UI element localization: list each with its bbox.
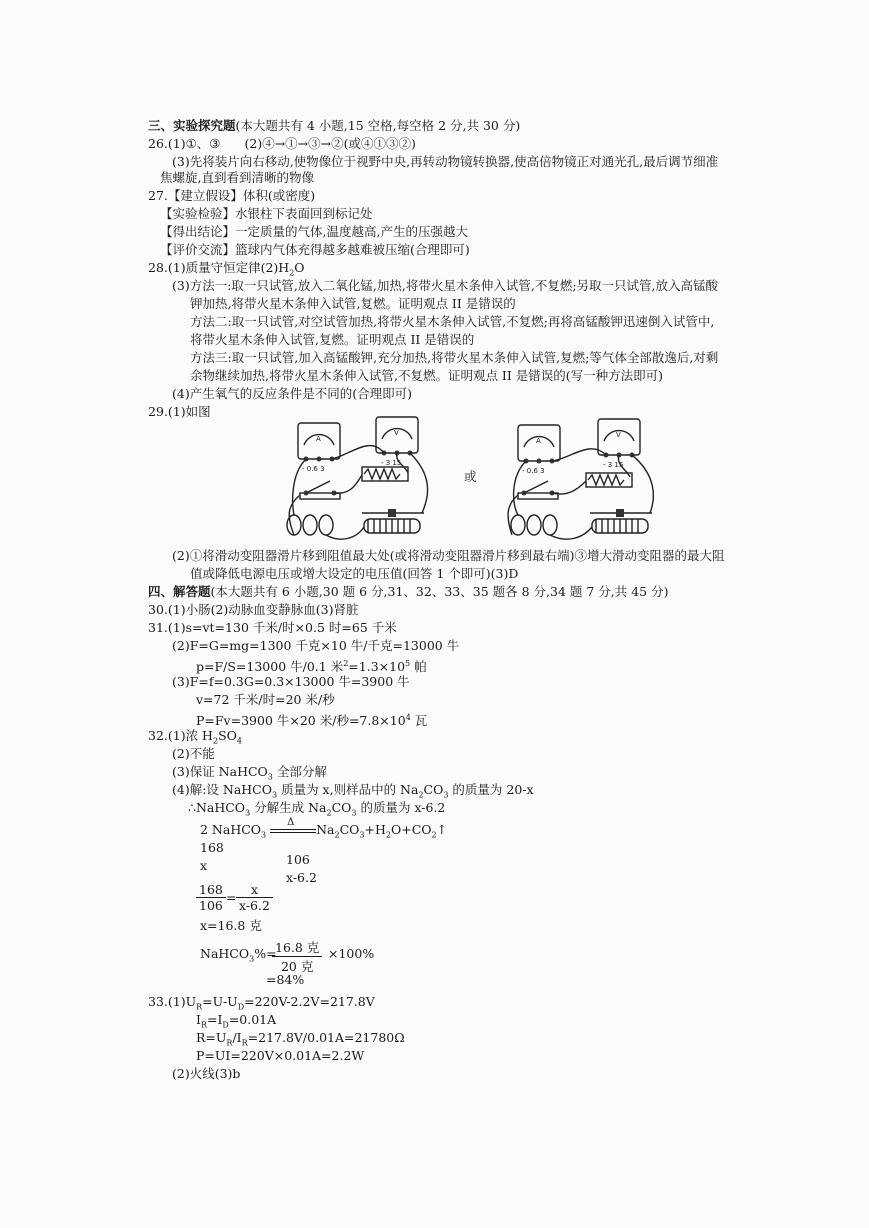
q32-line4: (4)解:设 NaHCO$_3$ 质量为 x,则样品中的 $Na_2CO_3$ 的质量为 20-x [172,782,534,800]
q33-line3: $R=U_R/I_R=217.8V/0.01A=21780\Omega$ [196,1030,405,1048]
q32-line2: (2)不能 [172,746,215,761]
q29-line3: 值或降低电源电压或增大设定的电压值(回答 1 个即可)(3)D [190,566,519,581]
q29-line2: (2)①将滑动变阻器滑片移到阻值最大处(或将滑动变阻器滑片移到最右端)③增大滑动变阻器的最大阻 [172,548,725,563]
switch-right [518,481,558,499]
switch-left [300,481,340,499]
q26-line1: 26.(1)①、③ (2)④→①→③→②(或④①③②) [148,136,416,151]
unknown-x: x [200,858,208,873]
unknown-x-minus: x-6.2 [286,870,317,885]
q28-line1: 28.(1)质量守恒定律$(2)H_2O$ [148,260,305,278]
circuit-left [287,417,428,539]
q27-line3: 【得出结论】一定质量的气体,温度越高,产生的压强越大 [160,224,468,239]
ammeter-right [518,425,560,475]
ratio-fraction-left: $\frac{168}{106}$ [196,882,226,913]
percent-label: NaHCO$_3$%= [200,946,277,964]
q27-line4: 【评价交流】篮球内气体充得越多越难被压缩(合理即可) [160,242,470,257]
equals-sign: = [226,890,237,905]
q26-line2: (3)先将装片向右移动,使物像位于视野中央,再转动物镜转换器,使高倍物镜正对通光孔,最后调节细准 [172,154,719,169]
reaction-arrow: Δ [270,829,316,833]
q28-line7: 余物继续加热,将带火星木条伸入试管,不复燃。证明观点 II 是错误的(写一种方法即可) [190,368,664,383]
rheostat-right [590,509,652,533]
rheostat-left [362,509,424,533]
percent-factor: ×100% [328,946,375,961]
circuit-diagram [0,415,869,545]
q32-line5: ∴NaHCO$_3$ 分解生成 $Na_2CO_3$ 的质量为 x-6.2 [188,800,446,818]
x-result: x=16.8 克 [200,918,262,933]
q31-line5: v=72 千米/时=20 米/秒 [196,692,335,707]
q31-line4: (3)F=f=0.3G=0.3×13000 牛=3900 牛 [172,674,410,689]
q33-line4: P=UI=220V×0.01A=2.2W [196,1048,365,1063]
q32-line3: (3)保证 NaHCO$_3$ 全部分解 [172,764,327,782]
resistor-left [362,467,408,481]
battery-left [287,515,333,535]
resistor-right [586,473,632,487]
svg-text:- 3 15: - 3 15 [603,461,624,469]
q32-line1: 32.(1)浓 $H_2SO_4$ [148,728,242,746]
mass-168: 168 [200,840,224,855]
battery-right [511,515,557,535]
percent-fraction: 16.8 克 20 克 [272,938,322,975]
svg-text:- 3 15: - 3 15 [381,459,402,467]
section3-heading: 三、实验探究题(本大题共有 4 小题,15 空格,每空格 2 分,共 30 分) [148,118,521,133]
percent-result: =84% [266,972,305,987]
q28-line5: 将带火星木条伸入试管,复燃。证明观点 II 是错误的 [190,332,475,347]
svg-text:V: V [616,431,621,439]
q30-line: 30.(1)小肠(2)动脉血变静脉血(3)肾脏 [148,602,359,617]
svg-text:- 0.6 3: - 0.6 3 [522,467,545,475]
q31-line2: (2)F=G=mg=1300 千克×10 牛/千克=13000 牛 [172,638,460,653]
q28-line4: 方法二:取一只试管,对空试管加热,将带火星木条伸入试管,不复燃;再将高锰酸钾迅速倒入试管中, [190,314,715,329]
svg-text:V: V [394,429,399,437]
q33-line1: $33.(1)U_R=U-U_D=220V-2.2V=217.8V$ [148,994,375,1012]
q27-line1: 27.【建立假设】体积(或密度) [148,188,316,203]
ratio-fraction-right: $\frac{x}{x-6.2}$ [236,882,273,913]
q33-line2: $I_R=I_D=0.01A$ [196,1012,277,1030]
q28-line3: 钾加热,将带火星木条伸入试管,复燃。证明观点 II 是错误的 [190,296,516,311]
q31-line3: p=F/S=13000 牛/0.1 米$^2=1.3\times 10^5$ 帕 [196,659,427,675]
q31-line1: 31.(1)s=vt=130 千米/时×0.5 时=65 千米 [148,620,397,635]
svg-text:A: A [536,437,541,445]
q26-line3: 焦螺旋,直到看到清晰的物像 [160,170,314,185]
svg-text:A: A [316,435,321,443]
mass-106: 106 [286,852,310,867]
q28-line6: 方法三:取一只试管,加入高锰酸钾,充分加热,将带火星木条伸入试管,复燃;等气体全部散逸后,对剩 [190,350,719,365]
or-label: 或 [464,469,477,484]
q31-line6: P=Fv=3900 牛×20 米/秒$=7.8\times 10^4$ 瓦 [196,713,428,729]
q28-line2: (3)方法一:取一只试管,放入二氧化锰,加热,将带火星木条伸入试管,不复燃;另取一只试管,放入高锰酸 [172,278,718,293]
ammeter-left [298,423,340,473]
q27-line2: 【实验检验】水银柱下表面回到标记处 [160,206,373,221]
q28-line8: (4)产生氧气的反应条件是不同的(合理即可) [172,386,412,401]
circuit-right [508,419,653,539]
svg-text:- 0.6 3: - 0.6 3 [302,465,325,473]
q29-line1: 29.(1)如图 [148,404,211,419]
reaction-equation: 2 NaHCO$_3$ Δ $Na_2CO_3+H_2O+CO_2↑$ [200,816,448,840]
q33-line5: (2)火线(3)b [172,1066,241,1081]
section4-heading: 四、解答题(本大题共有 6 小题,30 题 6 分,31、32、33、35 题各 8 分,34 题 7 分,共 45 分) [148,584,669,599]
